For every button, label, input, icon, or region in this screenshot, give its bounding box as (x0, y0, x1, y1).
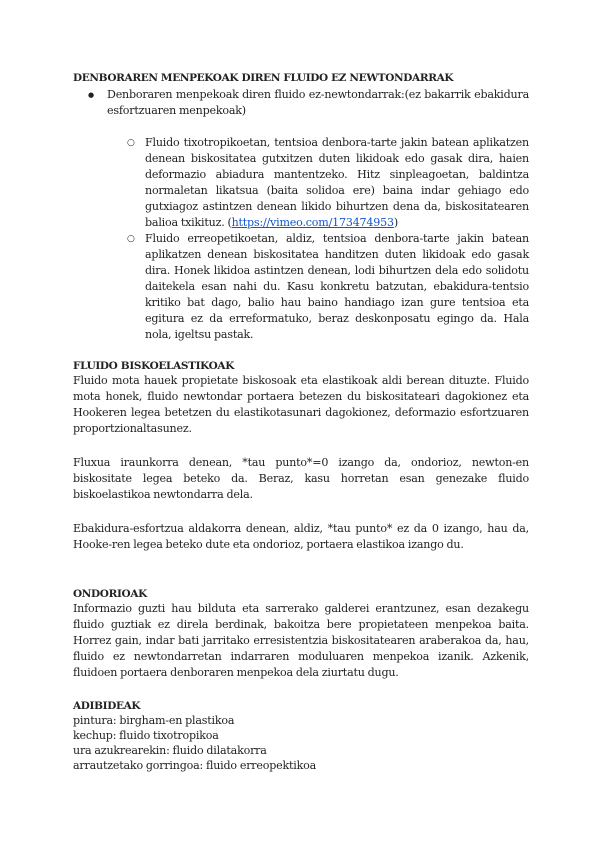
document-content (73, 71, 529, 773)
example-line-4: arrautzetako gorringoa: fluido erreopektikoa (73, 759, 317, 772)
conclusions-paragraph: Informazio guzti hau bilduta eta sarrerako galderei erantzunez, esan dezakegu fluido guztiak ez direla berdinak, bakoitza bere propietateen menpekoa baita. Horrez gain, indar bati jarritako erresistentzia biskositatearen araberakoa da, hau, fluido ez newtondarretan indarraren moduluaren menpekoa izanik. Azkenik, fluidoen portaera denboraren menpekoa dela ziurtatu dugu. (73, 602, 529, 679)
list-item (73, 87, 529, 119)
example-line-2: kechup: fluido tixotropikoa (73, 729, 219, 742)
paren-close: ) (393, 216, 398, 229)
section-title-examples: ADIBIDEAK (73, 700, 141, 712)
section-title-viscoelastic: FLUIDO BISKOELASTIKOAK (73, 360, 235, 372)
rheopectic-paragraph: ○ Fluido erreopetikoetan, aldiz, tentsioa denbora-tarte jakin batean aplikatzen denean biskositatea handitzen duten likidoak edo gasak dira. Honek likidoa astintzen denean, lodi bihurtzen dela edo solidotu daitekela esan nahi du. Kasu konkretu batzutan, ebakidura-tentsio kritiko bat dago, balio hau baino handiago izan gure tentsioa eta egitura ez da erreformatuko, beraz deskonposatu egingo da. Hala nola, igeltsu pastak. (145, 232, 529, 341)
viscoelastic-paragraph-1: Fluido mota hauek propietate biskosoak eta elastikoak aldi berean dituzte. Fluido mota honek, fluido newtondar portaera betezen du biskositateari dagokionez eta Hookeren legea betetzen du elastikotasunari dagokionez, deformazio esfortzuaren proportzionaltasunez. (73, 374, 529, 435)
example-line-3: ura azukrearekin: fluido dilatakorra (73, 744, 267, 757)
bullet-text: ● Denboraren menpekoak diren fluido ez-newtondarrak:(ez bakarrik ebakidura esfortzuaren menpekoak) (107, 88, 529, 117)
section-title-time-dependent: DENBORAREN MENPEKOAK DIREN FLUIDO EZ NEWTONDARRAK (73, 72, 454, 84)
section-title-conclusions: ONDORIOAK (73, 588, 147, 600)
example-line-1: pintura: birgham-en plastikoa (73, 714, 235, 727)
viscoelastic-paragraph-2: Fluxua iraunkorra denean, *tau punto*=0 izango da, ondorioz, newton-en biskositate legea beteko da. Beraz, kasu horretan esan genezake fluido biskoelastikoa newtondarra dela. (73, 456, 529, 501)
vimeo-link[interactable]: https://vimeo.com/173474953 (231, 216, 394, 229)
bullet-list (73, 87, 529, 119)
thixotropic-text: Fluido tixotropikoetan, tentsioa denbora-tarte jakin batean aplikatzen denean biskositatea gutxitzen duten likidoak edo gasak dira, haien deformazio abiadura mantentzeko. Hitz sinpleagoetan, baldintza normaletan likatsua (baita solidoa ere) baina indar gehiago edo gutxiagoz astintzen denean likido bihurtzen dena da, biskositatearen balioa txikituz. ( (145, 136, 529, 229)
list-item-thixotropic (73, 135, 529, 231)
thixotropic-paragraph (145, 135, 529, 231)
sub-bullet-list (73, 135, 529, 343)
list-item-rheopectic (73, 231, 529, 343)
viscoelastic-paragraph-3: Ebakidura-esfortzua aldakorra denean, aldiz, *tau punto* ez da 0 izango, hau da, Hooke-ren legea beteko dute eta ondorioz, portaera elastikoa izango du. (73, 522, 529, 551)
